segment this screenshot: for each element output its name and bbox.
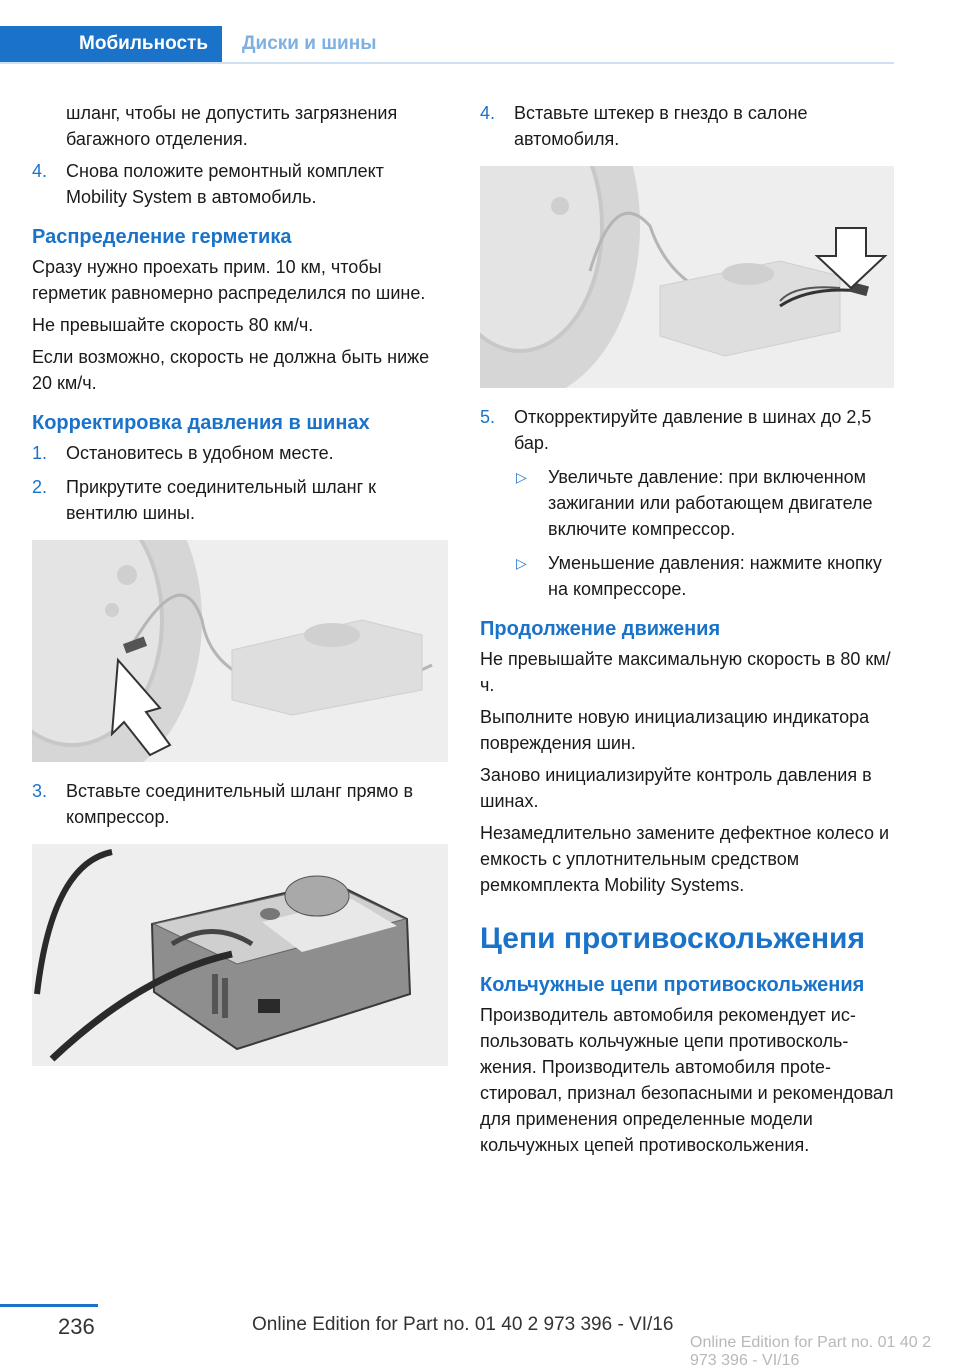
step-text: Прикрутите соединительный шланг к вентилю шины. [66,477,377,523]
figure-plug-socket [480,166,894,388]
right-column [480,100,894,1164]
page-number: 236 [58,1314,95,1339]
sub-item [480,464,894,542]
section-heading-pressure: Корректировка давления в шинах [32,412,370,434]
step-number: 5. [480,407,496,427]
paragraph: Сразу нужно проехать прим. 10 км, чтобы герметик равномерно распределился по шине. [32,257,426,303]
sub-item-text: Увеличьте давление: при включенном зажигании или работающем двигателе включите компрессор. [548,467,873,539]
chapter-tab-mobility[interactable]: Мобильность [0,26,222,62]
triangle-bullet-icon: ▷ [516,469,527,485]
step-number: 2. [32,477,48,497]
step-number: 1. [32,443,48,463]
section-tab-wheels-tires[interactable]: Диски и шины [242,33,377,54]
watermark-text: Online Edition for Part no. 01 40 2 973 396 - VI/16 [690,1334,932,1369]
step-text: Остановитесь в удобном месте. [66,443,334,463]
step-text: Снова положите ремонтный комплект Mobility System в автомобиль. [66,161,384,207]
section-heading-continue: Продолжение движения [480,618,721,640]
step-text: Вставьте штекер в гнездо в салоне автомобиля. [514,103,808,149]
step-item [480,100,894,152]
step-text: Вставьте соединительный шланг прямо в компрессор. [66,781,414,827]
paragraph: Заново инициализируйте контроль давления в шинах. [480,765,872,811]
paragraph: Не превышайте максимальную скорость в 80 км/ч. [480,649,891,695]
figure-hose-valve [32,540,448,762]
left-column [32,100,448,1082]
step-item [32,474,448,526]
sub-item-text: Уменьшение давления: нажмите кнопку на компрессоре. [548,553,882,599]
section-heading-sealant: Распределение герметика [32,226,292,248]
step-number: 3. [32,781,48,801]
paragraph: Незамедлительно замените дефектное колесо и емкость с уплотнительным средством ремкомплекта Mobility Systems. [480,823,890,895]
step-text: Откорректируйте давление в шинах до 2,5 бар. [514,407,872,453]
page-header [0,26,894,64]
sub-item [480,550,894,602]
continued-text: шланг, чтобы не допустить загрязнения багажного отделения. [66,103,398,149]
step-item [32,158,448,210]
paragraph: Не превышайте скорость 80 км/ч. [32,315,314,335]
step-item [480,404,894,456]
step-item [32,440,448,466]
figure-compressor [32,844,448,1066]
footer-accent-line [0,1304,98,1307]
edition-text: Online Edition for Part no. 01 40 2 973 396 - VI/16 [252,1314,674,1335]
paragraph: Производитель автомобиля рекомендует использовать кольчужные цепи противоскольжения. Производитель автомобиля прoteстировал, признал безопасными и рекомендовал для применения определенные модели кольчужных цепей противоскольжения. [480,1005,894,1155]
triangle-bullet-icon: ▷ [516,555,527,571]
paragraph: Выполните новую инициализацию индикатора повреждения шин. [480,707,870,753]
chapter-heading-snow-chains: Цепи противоскольжения [480,922,866,955]
step-number: 4. [32,161,48,181]
step-item [32,778,448,830]
section-heading-chains: Кольчужные цепи противоскольжения [480,974,865,996]
paragraph: Если возможно, скорость не должна быть ниже 20 км/ч. [32,347,430,393]
step-number: 4. [480,103,496,123]
